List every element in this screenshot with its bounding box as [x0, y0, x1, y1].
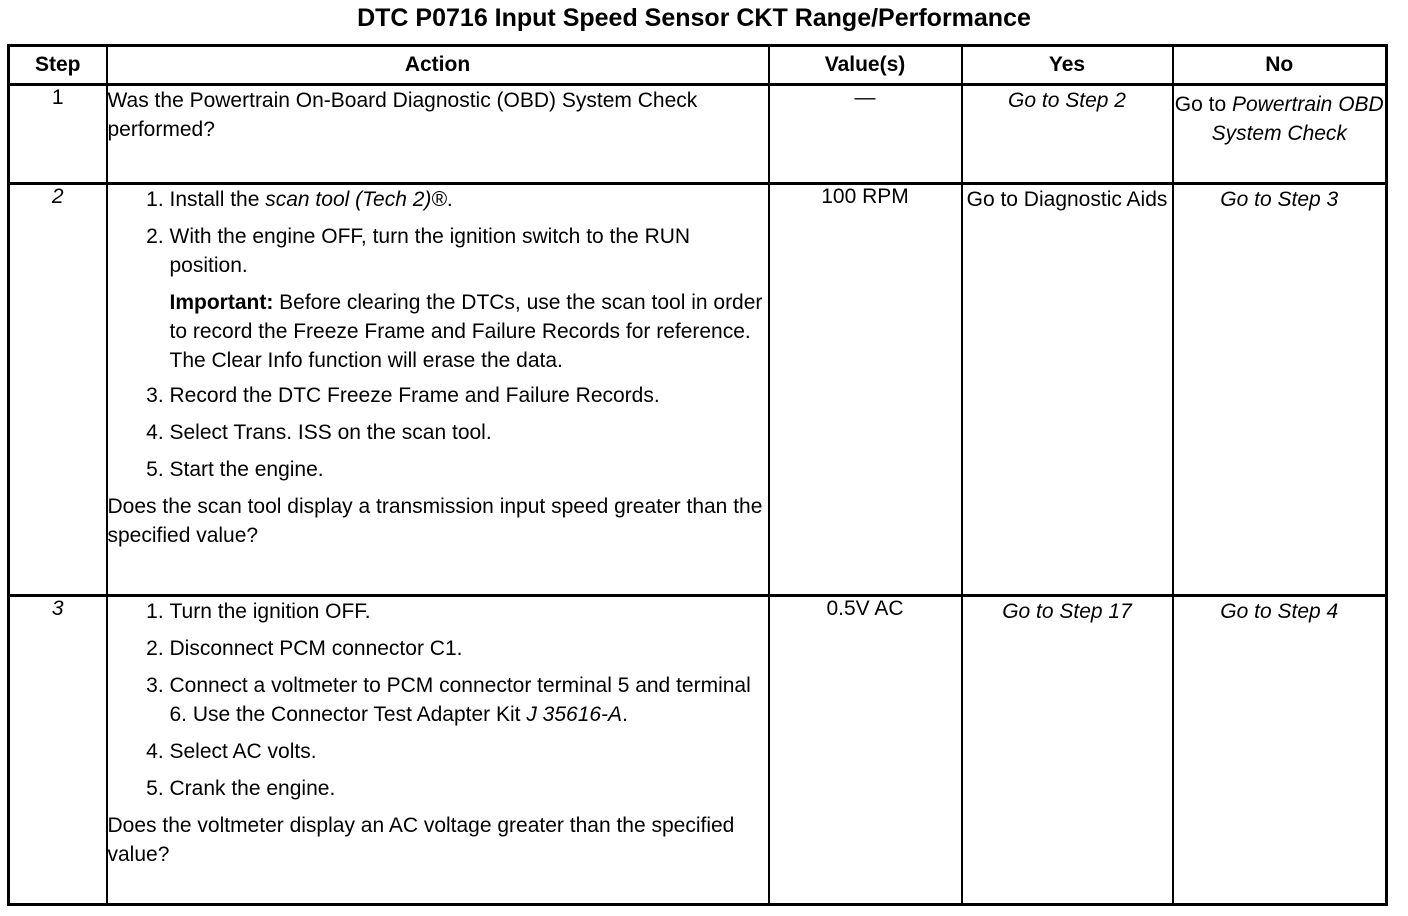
scan-tool-term: scan tool (Tech 2)® — [265, 188, 447, 211]
step-number: 2 — [9, 184, 107, 596]
no-link[interactable]: Go to Step 4 — [1173, 596, 1387, 905]
value-cell: 100 RPM — [769, 184, 962, 596]
action-step: 2. Disconnect PCM connector C1. — [170, 634, 768, 663]
no-link[interactable]: Powertrain OBD System Check — [1211, 93, 1384, 145]
tool-part-number: J 35616-A — [526, 703, 623, 726]
table-row — [9, 184, 1387, 596]
value-cell: — — [769, 85, 962, 184]
action-step: 5. Start the engine. — [170, 455, 768, 484]
table-row — [9, 596, 1387, 905]
header-no: No — [1173, 46, 1387, 85]
action-steps — [108, 597, 768, 803]
no-prefix: Go to — [1174, 93, 1232, 116]
action-steps — [108, 381, 768, 484]
table-row — [9, 85, 1387, 184]
action-step: 1. Turn the ignition OFF. — [170, 597, 768, 626]
important-text: Before clearing the DTCs, use the scan tool in order to record the Freeze Frame and Failure Records for reference. The Clear Info function will erase the data. — [169, 291, 763, 372]
step-number: 3 — [9, 596, 107, 905]
action-question: Does the voltmeter display an AC voltage greater than the specified value? — [107, 814, 735, 866]
action-step: 2. With the engine OFF, turn the ignition switch to the RUN position. — [170, 222, 768, 280]
action-step: 3. Connect a voltmeter to PCM connector terminal 5 and terminal 6. Use the Connector Test Adapter Kit J 35616-A. — [170, 671, 768, 729]
action-cell — [107, 184, 769, 596]
action-step: 5. Crank the engine. — [170, 774, 768, 803]
page-title: DTC P0716 Input Speed Sensor CKT Range/Performance — [357, 4, 1031, 32]
action-step: 4. Select Trans. ISS on the scan tool. — [170, 418, 768, 447]
action-step: 1. Install the scan tool (Tech 2)®. — [170, 185, 768, 214]
important-note — [170, 288, 768, 375]
action-cell — [107, 85, 769, 184]
step-number: 1 — [9, 85, 107, 184]
header-step: Step — [9, 46, 107, 85]
action-steps — [108, 185, 768, 280]
action-step: 3. Record the DTC Freeze Frame and Failure Records. — [170, 381, 768, 410]
header-values: Value(s) — [769, 46, 962, 85]
no-cell — [1173, 85, 1387, 184]
action-cell — [107, 596, 769, 905]
action-question: Was the Powertrain On-Board Diagnostic (OBD) System Check performed? — [107, 89, 698, 141]
header-row — [9, 46, 1387, 85]
action-question: Does the scan tool display a transmission input speed greater than the specified value? — [107, 495, 763, 547]
no-link[interactable]: Go to Step 3 — [1173, 184, 1387, 596]
diagnostic-table — [7, 44, 1388, 906]
yes-link[interactable]: Go to Step 2 — [962, 85, 1173, 184]
header-action: Action — [107, 46, 769, 85]
yes-link[interactable]: Go to Diagnostic Aids — [962, 184, 1173, 596]
header-yes: Yes — [962, 46, 1173, 85]
yes-link[interactable]: Go to Step 17 — [962, 596, 1173, 905]
important-label: Important: — [169, 291, 274, 314]
value-cell: 0.5V AC — [769, 596, 962, 905]
action-step: 4. Select AC volts. — [170, 737, 768, 766]
